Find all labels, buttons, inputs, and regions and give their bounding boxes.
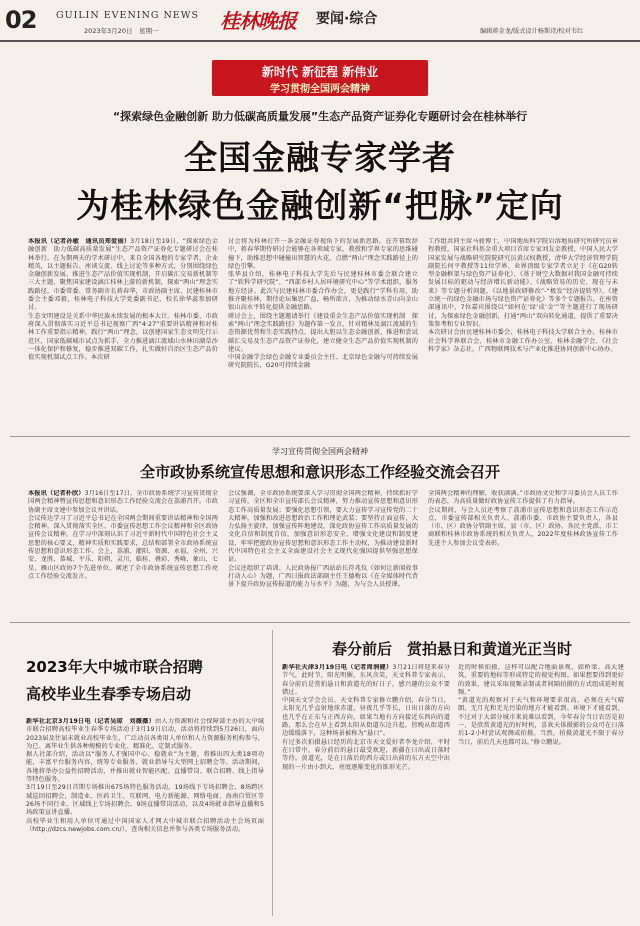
page-number: 02 <box>5 6 37 34</box>
divider-1 <box>10 436 630 437</box>
story1-kicker: “探索绿色金融创新 助力低碳高质量发展”生态产品资产证券化专题研讨会在桂林举行 <box>112 110 528 123</box>
story3-byline: 新华社北京3月19日电（记者吴琼 刘薇薇） <box>26 718 156 725</box>
story2-column-3: 全国两会精神的理解，收获满满。”市政协文史和学习委员会人员工作的表态，为高质量做好政协宣传工作提供了有力指导。 会议期间，与会人员还考察了荔浦市宣传思想和意识形态工作示范点，市委宣传部相关负责人、荔浦市委、市政协主要负责人，各县（市、区）政协分管副主席，县（市、区）政协、各民主党派、市工商联和桂林市政协系统的相关负责人，2022年度桂林政协宣传工作先进个人参加会议受表彰。 <box>428 490 618 547</box>
paper-english-name: GUILIN EVENING NEWS <box>56 10 199 21</box>
story1-column-3: 工作组共同主席马骏博士，中国地质科学院岩溶地质研究所研究员章程教授，国家社科基金重大项目首席专家刘友金教授，中国人民大学国家发展与战略研究院院研究员黄汉权教授，清华大学经济管理学院副院长何平教授等11位学界、业界顶级专家学者立足于《在G20转型金融框架与绿色资产证券化》、《基于财空大数据对我国金融可持续发展目标的驱动与经济增长新动能》、《战略贸易的历史、现在与未来》等专题分析问题，《以地景政研修改”-“极发”经济提转型》、《建立统一的绿色金融市场与绿色资产证券化》等多个专题报告，在座资深通讯中，7位嘉宾围绕以“如何在‘绿’成‘金’”等主题进行了现场研讨，为探索绿色金融创新，打通“两山”双向转化通道，提供了重要决策参考和专业智识。 本次研讨会由民建桂林市委会、桂林电子科技大学联合主办，桂林市社会科学界联合会、桂林市金融工作办公室、桂林金融学会、《社会科学家》杂志社，广西物联网技术与产业化推进协同创新中心协办。 <box>428 238 618 353</box>
story2-headline: 全市政协系统宣传思想和意识形态工作经验交流会召开 <box>139 463 500 481</box>
story4-column-2: 近的时候拍摄，这样可以配合地面景观，如桥梁、高大建筑，重要的地标等形成特定的视觉构图。如果想要得到更好的效果，建议采取视频录制或者间隔拍摄的方式组成延时视频。” “黄道光的观察对于天气和环境要求很高，必须在天气晴朗，无月光和无光污染的地方才能看到。环境下才能看到，不过对于大部分城市来说难以看到，今年春分当日农历是初一，是欣赏黄道光的好时机，喜欢天体摄影的公众可在日落后1-2小时尝试观测或拍摄。当然，拍摄黄道光不限于春分当日，前后几天也都可以。”修立鹏说。 <box>458 664 624 746</box>
story1-column-1 <box>28 238 218 428</box>
story2-byline: 本报讯（记者朴欣） <box>28 490 85 497</box>
publication-date: 2023年3月20日 星期一 <box>84 27 159 35</box>
story4-col1-text: 3月21日将迎来春分节气，此时节，阳光明媚，东风含笑，天文科普专家表示，春分前后是赏拍悬日和黄道光的好日子，感兴趣的公众不要错过。 中国天文学会会员、天文科普专家修立鹏介绍，春分当日，太阳光几乎直射地球赤道，昼夜几乎等长，日出日落的方向也几乎在正东与正西方向，如果当地有方向接近东西向的道路，那么会在早上看到太阳从街道东边升起，傍晚从街道西边缓缓落下，这种场景被称为“悬日”。 有过多次拍摄悬日经历的北京市天文爱好者李龙介绍，平时在日常中，春分前后的悬日最受欢迎，新疆在日出或日落时等待。黄道光，是在日落后的西方或日出前的东方天空中出现的一片由小到大、亮度逐渐变化的锥形光芒。 <box>282 664 450 771</box>
story4-byline: 新华社天津3月19日电（记者周润健） <box>282 664 393 671</box>
story1-col1-text: 3月18日至19日，“探索绿色金融创新 助力低碳高质量发展”生态产品资产证券化专题研讨会在桂林举行。在为期两天的学术研讨中，来自全国各地的专家学者，企业精英，以主题报告、座谈交流、线上讨论等多种方式，分别围绕绿色金融创新发展、推进生态产品价值实现机制，开启碳汇交易新机制等三大主题，聚焦国家建设漓江桂林上游的新机制，探索“两山”理念实践路径，市委常委、常务副市长蒋春华，市政协副主席、民建桂林市委会主委邓毅，桂林电子科技大学党委副书记、校长徐华蕊参加研讨。 生态文明建设是关系中华民族永续发展的根本大计。桂林市委、市政府深入贯彻落实习近平总书记视察广西“4·27”重要讲话精神和对桂林工作重要指示精神，践行“两山”理念，以创建国家生态文明先行示范区，国家低碳城市试点为抓手，全力推进漓江流域山水林田湖草沙一体化保护和修复，稳步推进双碳工作，扎实做好自治区生态产品价值实现机制试点工作。本次研 <box>28 238 218 362</box>
masthead <box>0 0 640 42</box>
story3-headline-2: 高校毕业生春季专场启动 <box>26 685 192 703</box>
story2-column-1 <box>28 490 218 614</box>
editor-credits: 编辑蒋金龙/版式设计杨斯诗/校对韦红 <box>480 28 584 35</box>
story4-column-1 <box>282 664 450 916</box>
vertical-divider <box>272 630 273 916</box>
story2-col1-text: 3月16日至17日，全市政协系统学习宣传贯彻全国两会精神暨宣传思想和意识形态工作经验交流会在荔浦召开。市政协副主席文建中参加会议并讲话。 会议传达学习了习近平总书记在全国两会期间重要讲话精神和全国两会精神，深入贯彻落实全区、市委宣传思想工作会议精神和全区政协宣传会议精神，在学习中深刻认识了习近平新时代中国特色社会主义思想的核心要义、精神实质和实践要求，总结和部署全市政协系统宣传思想和意识形态工作。会上，荔浦、灌阳、资源、永福、全州、兴安、龙胜、恭城、平乐、阳朔、灵川、临桂、叠彩、秀峰、象山、七星、雁山区政协7个先进单位，阐述了全市政协系统宣传思想工作亮点工作经验交流发言。 <box>28 490 218 580</box>
story3-text: 由人力资源和社会保障部主办的大中城市联合招聘高校毕业生春季专场活动于3月19日启动，活动将持续到5月26日，面向2023届及往届未就业高校毕业生，广泛动员各类用人单位和人力资源服务机构参与，为已、离毕业生供各种规模的专业化、精准化、定制式服务。 据人社部介绍，活动以“服务人才强国中心、稳就业”为主题，将推出四大类18项功能，丰富平台服务内容，统筹专业服务、就业指导与大型网上招聘会等。活动期间，各地将举办公益性招聘活动，并推出就业智能匹配、直播带岗、联合招聘、线上指导等特色服务。 3月19日至29日首期专场推出675场特色服务活动，19场线下专场招聘会，8场跨区域巡回招聘会，制造业、医药卫生、互联网、电力新能源、网络电商、海南自贸区等26场不同行业、区域线上专场招聘会。9场直播带岗活动，以及4场就业指导直播和5场政策宣讲直播。 高校毕业生和用人单位可通过中国国家人才网大中城市联合招聘活动主会场页面（http://dzcs.newjobs.com.cn/），查询相关信息并参与各类专场服务活动。 <box>26 718 264 833</box>
story1-headline-2: 为桂林绿色金融创新“把脉”定向 <box>76 186 564 225</box>
story2-column-2: 会议强调，全市政协系统要深入学习贯彻全国两会精神，持续抓好学习宣传，全区和全市宣传部长会议精神，努力推动宣传思想和意识形态工作高质量发展；要强化思想引领，要大力宣传学习宣传党的二十大精神，加强和改进思想政治工作和理论武装；要坚持正面宣传，大力弘扬主旋律，加强宣传阵地建设，深化政协宣传工作高质量发展的文化自信和制度自信，加强意识形态安全，增强文化建设和制度建设，牢牢把握政协宣传思想和意识形态工作主动权，为推动建设新时代中国特色社会主义全面建设社会主义现代化强国提供坚强思想保证。 会议还组织了培训、人民政协报广西站站长符兆仪《如何让新闻故事打动人心》为题，广西日报政法部副主任王德梅以《在全媒体时代背景下提升政协宣传报道的能力与水平》为题，为与会人员授课。 <box>228 490 418 589</box>
story1-column-2: 讨会将为桂林打开一条金融证券视角下的发展新思路。在开幕致辞中，蒋春华期待研讨会能够在各领域专家，教授和学界专家的思维碰撞下，助推思想中碰撞出智慧的火花，点燃“两山”理念实践路径上的绿色引擎。 张华县介绍，桂林电子科技大学先后与民建桂林市委会联合建立了“软科学研究院”，“西部乡村人居环境研究中心”等学术组织，服务地方经济。此次与民建桂林市委合作办会，更是践行“学科有用，助推齐聚桂林，期待论坛集思广益，畅所欲言，为推动绿水青山向金山银山高水平转化提供金融思路。 研讨会上，围绕主题邀请举行《建设重金生态产品价值实现机制 探索“两山”理念实践路径》为题作第一发言，针对精林及漓江流域的生态资源优势和生态实践特点，提出大胆以生态金融创新，推进和尝试碳汇交易及生态产品资产证券化，建立健全生态产品价值实现机制的建议。 中国金融学会绿色金融专业委员会主任、北京绿色金融与可持续发展研究院院长，G20可持续金融 <box>228 238 418 370</box>
masthead-rule <box>0 40 640 42</box>
story4-headline: 春分前后 赏拍悬日和黄道光正当时 <box>331 640 572 658</box>
story1-byline: 本报讯（记者孙敏 通讯员郑爱丽） <box>28 238 131 245</box>
story3-headline-1: 2023年大中城市联合招聘 <box>26 658 203 676</box>
banner-line-1: 新时代 新征程 新伟业 <box>261 65 379 79</box>
divider-2 <box>10 622 630 623</box>
theme-banner <box>212 60 428 96</box>
story3-body <box>26 718 264 916</box>
banner-line-2: 学习贯彻全国两会精神 <box>270 84 370 95</box>
story1-headline-1: 全国金融专家学者 <box>184 138 456 177</box>
paper-logo: 桂林晚报 <box>220 9 296 33</box>
story2-kicker: 学习宣传贯彻全国两会精神 <box>272 447 368 456</box>
section-title: 要闻·综合 <box>316 11 378 27</box>
